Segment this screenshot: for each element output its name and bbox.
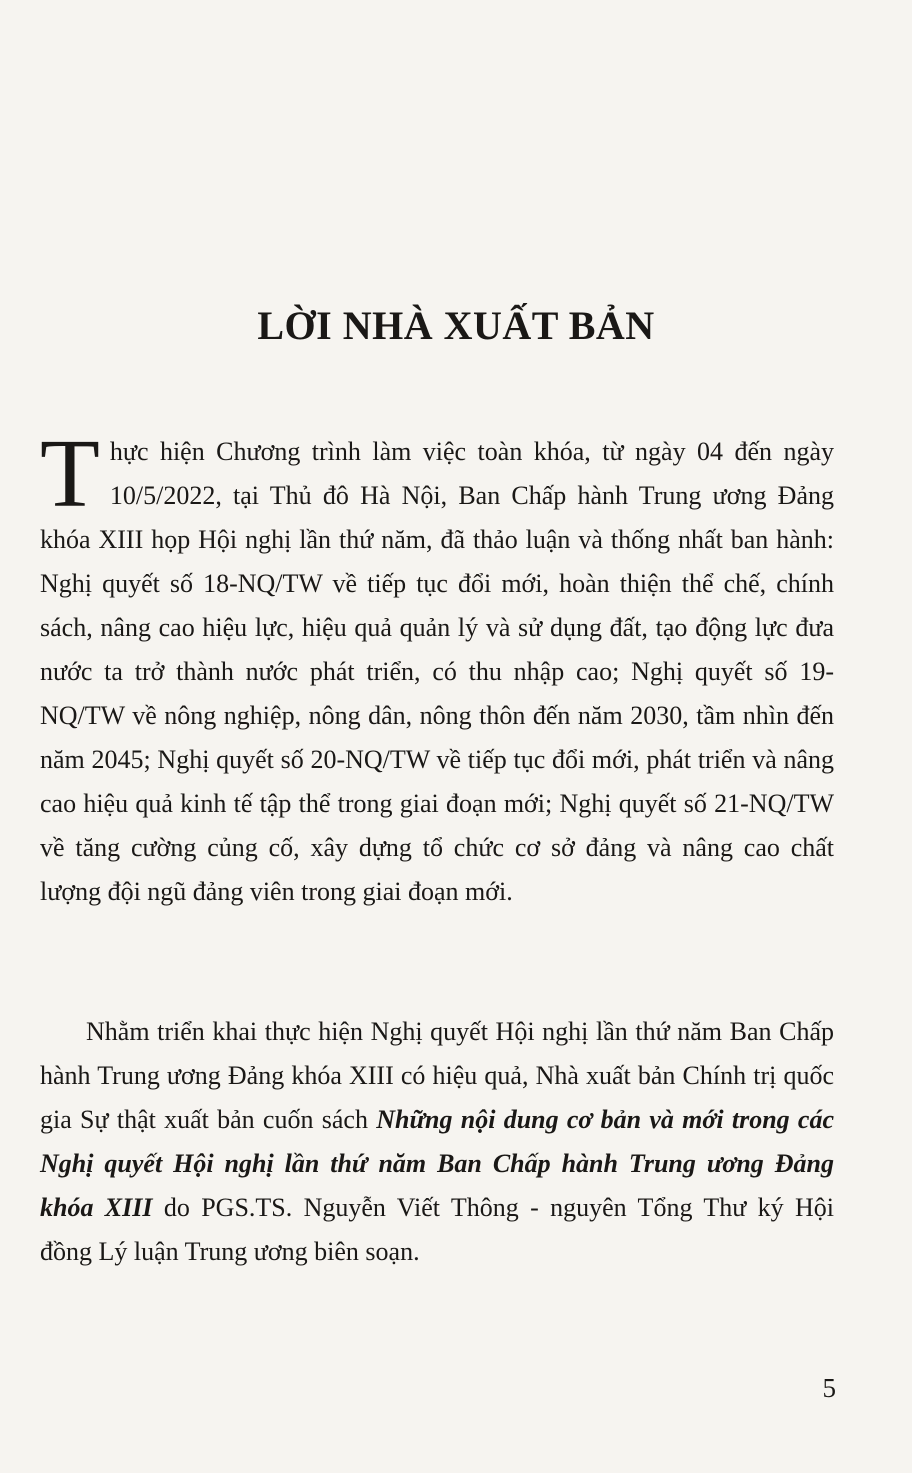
page-title: LỜI NHÀ XUẤT BẢN [257, 303, 655, 348]
paragraph-purpose [40, 1010, 834, 1274]
book-title: Những nội dung cơ bản và mới trong các Nghị quyết Hội nghị lần thứ năm Ban Chấp hành Trung ương Đảng khóa XIII [40, 1105, 834, 1222]
paragraph-purpose-lead: Nhằm triển khai thực hiện Nghị quyết Hội nghị lần thứ năm Ban Chấp hành Trung ương Đảng khóa XIII có hiệu quả, Nhà xuất bản Chính trị quốc gia Sự thật xuất bản cuốn sách [40, 1017, 834, 1134]
page-number: 5 [822, 1373, 836, 1403]
paragraph-intro [40, 420, 834, 914]
drop-cap: T [40, 420, 100, 528]
paragraph-intro-text: hực hiện Chương trình làm việc toàn khóa, từ ngày 04 đến ngày 10/5/2022, tại Thủ đô Hà Nội, Ban Chấp hành Trung ương Đảng khóa XIII họp Hội nghị lần thứ năm, đã thảo luận và thống nhất ban hành: Nghị quyết số 18-NQ/TW về tiếp tục đổi mới, hoàn thiện thể chế, chính sách, nâng cao hiệu lực, hiệu quả quản lý và sử dụng đất, tạo động lực đưa nước ta trở thành nước phát triển, có thu nhập cao; Nghị quyết số 19-NQ/TW về nông nghiệp, nông dân, nông thôn đến năm 2030, tầm nhìn đến năm 2045; Nghị quyết số 20-NQ/TW về tiếp tục đổi mới, phát triển và nâng cao hiệu quả kinh tế tập thể trong giai đoạn mới; Nghị quyết số 21-NQ/TW về tăng cường củng cố, xây dựng tổ chức cơ sở đảng và nâng cao chất lượng đội ngũ đảng viên trong giai đoạn mới. [40, 437, 834, 906]
paragraph-purpose-tail: do PGS.TS. Nguyễn Viết Thông - nguyên Tổng Thư ký Hội đồng Lý luận Trung ương biên soạn. [40, 1193, 834, 1266]
